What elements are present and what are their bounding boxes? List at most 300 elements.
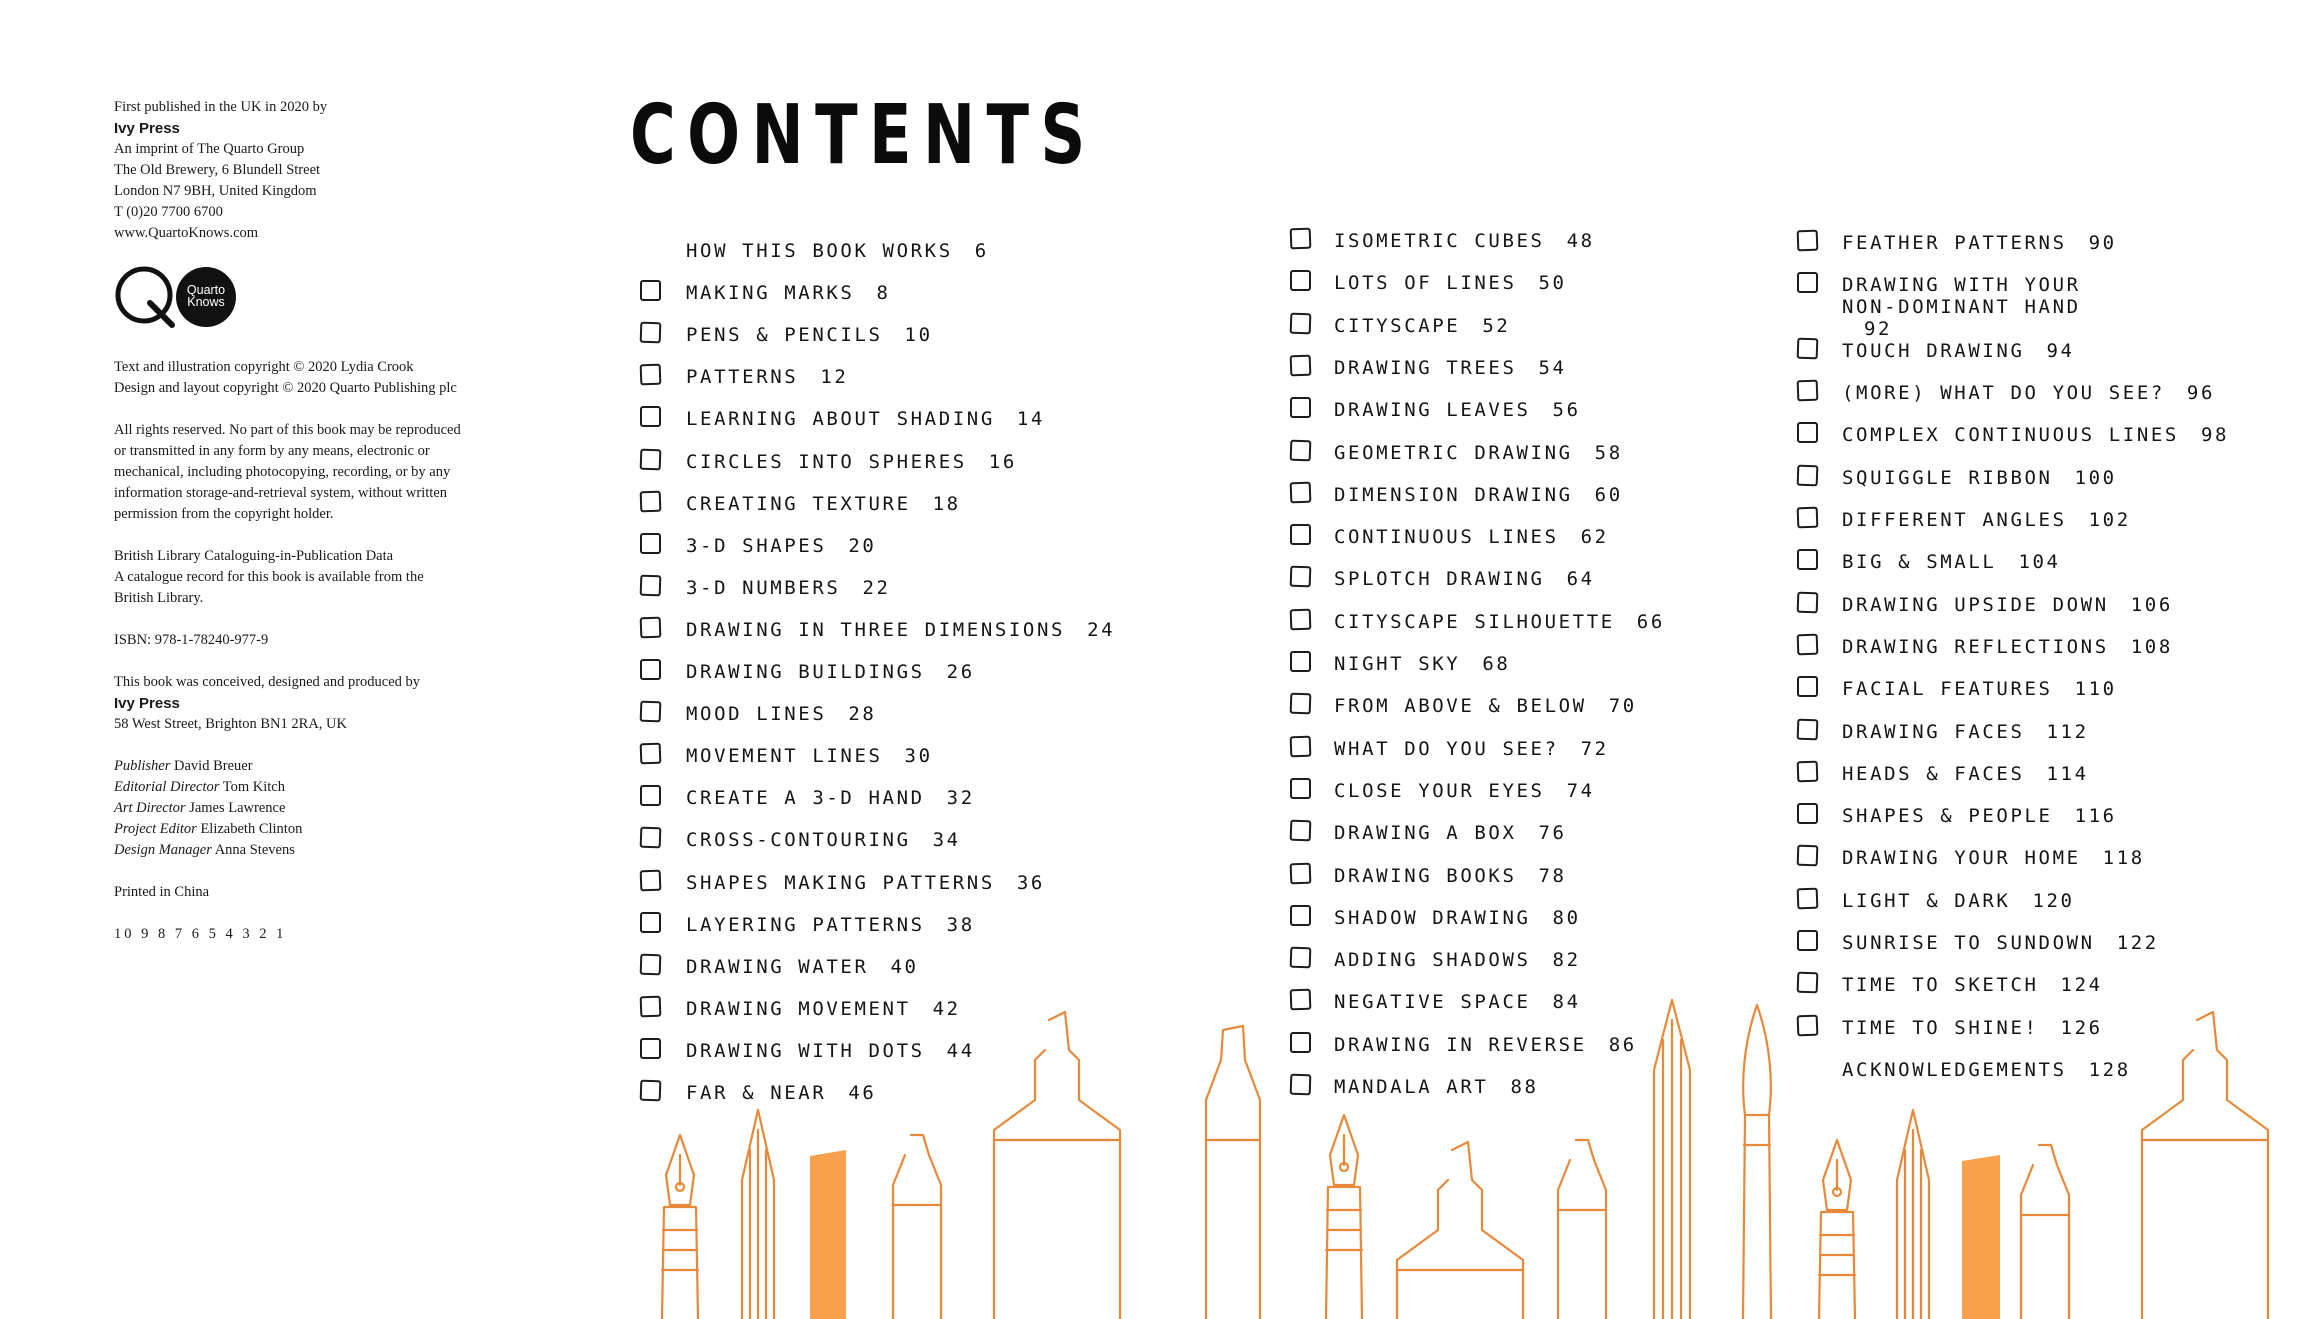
checkbox[interactable] [640,995,662,1017]
contents-entry [1334,611,1665,633]
checkbox[interactable] [1290,524,1311,545]
checkbox[interactable] [1290,1032,1311,1053]
entry-title: CREATING TEXTURE [686,492,911,515]
entry-title: FAR & NEAR [686,1082,827,1104]
credit-role: Design Manager [114,842,212,858]
entry-page-number: 92 [1864,318,1893,341]
contents-entry [1842,594,2173,616]
entry-page-number: 84 [1552,991,1581,1014]
contents-entry [1334,1034,1637,1056]
contents-entry [1842,509,2131,531]
entry-title: DRAWING WITH DOTS [686,1039,925,1062]
checkbox[interactable] [1797,230,1819,252]
entry-title: SHADOW DRAWING [1334,906,1531,929]
entry-title: SUNRISE TO SUNDOWN [1842,932,2095,955]
fountain-pen-nib-icon [1823,1140,1851,1210]
entry-title: LIGHT & DARK [1842,889,2011,912]
entry-title: ISOMETRIC CUBES [1334,230,1545,252]
contents-entry [686,282,891,304]
entry-page-number: 128 [2088,1058,2131,1081]
checkbox[interactable] [1290,312,1312,334]
imprint-line: or transmitted in any form by any means, electronic or [114,443,430,459]
checkbox[interactable] [1797,549,1818,570]
pencil-icon [742,1110,774,1319]
entry-title: CONTINUOUS LINES [1334,526,1559,549]
fineliner-pen-icon [1558,1140,1606,1319]
entry-title: GEOMETRIC DRAWING [1334,441,1573,464]
entry-page-number: 72 [1580,737,1609,760]
entry-title: NEGATIVE SPACE [1334,991,1531,1014]
entry-title: MANDALA ART [1334,1076,1489,1098]
contents-entry [1334,949,1581,971]
entry-title: PATTERNS [686,366,799,389]
contents-entry [1842,636,2173,658]
checkbox[interactable] [640,490,662,512]
contents-entry [1842,932,2159,954]
imprint-line: The Old Brewery, 6 Blundell Street [114,162,321,178]
entry-page-number: 34 [932,829,961,852]
imprint-line: British Library Cataloguing-in-Publication Data [114,548,394,564]
entry-page-number: 40 [890,955,919,978]
entry-page-number: 30 [904,745,933,768]
contents-entry [1842,274,2081,340]
contents-entry [686,408,1045,430]
entry-title: MAKING MARKS [686,282,855,305]
checkbox[interactable] [640,322,662,344]
contents-entry [1842,467,2117,489]
contents-entry [686,829,961,851]
checkbox[interactable] [640,533,661,554]
entry-page-number: 50 [1538,272,1567,295]
entry-page-number: 100 [2074,466,2117,489]
fineliner-pen-icon [893,1135,941,1319]
entry-page-number: 56 [1552,399,1581,422]
imprint-line: This book was conceived, designed and produced by [114,674,421,690]
checkbox[interactable] [1797,1014,1819,1036]
credit-role: Editorial Director [114,779,220,795]
contents-entry [686,240,989,262]
contents-entry [1334,442,1623,464]
entry-page-number: 116 [2074,805,2117,828]
entry-page-number: 54 [1538,356,1567,379]
checkbox[interactable] [1290,439,1312,461]
entry-page-number: 122 [2116,932,2159,955]
checkbox[interactable] [640,1080,662,1102]
credit-name: Anna Stevens [214,842,295,858]
entry-title: LEARNING ABOUT SHADING [686,408,995,431]
entry-page-number: 126 [2060,1016,2103,1039]
contents-entry [686,1040,975,1062]
entry-page-number: 78 [1538,864,1567,887]
checkbox[interactable] [640,1038,661,1059]
entry-title: TIME TO SKETCH [1842,974,2039,997]
checkbox[interactable] [1797,760,1819,782]
entry-page-number: 118 [2102,847,2145,870]
entry-title: LAYERING PATTERNS [686,913,925,936]
checkbox[interactable] [640,785,661,806]
isbn [114,630,534,651]
credits-block [114,756,534,861]
entry-page-number: 46 [848,1082,877,1104]
entry-page-number: 52 [1482,314,1511,337]
entry-title: DRAWING MOVEMENT [686,997,911,1020]
entry-title: TIME TO SHINE! [1842,1016,2039,1039]
contents-entry [1334,272,1567,294]
entry-title: FROM ABOVE & BELOW [1334,695,1587,718]
entry-title: ACKNOWLEDGEMENTS [1842,1058,2067,1081]
entry-page-number: 16 [988,450,1017,473]
rights-block [114,420,534,525]
fountain-pen-body-icon [1819,1212,1855,1319]
contents-entry [1334,357,1567,379]
checkbox[interactable] [1290,566,1312,588]
entry-page-number: 64 [1566,568,1595,591]
entry-title: SQUIGGLE RIBBON [1842,466,2053,489]
contents-entry [1334,484,1623,506]
entry-title: CITYSCAPE [1334,314,1461,337]
entry-page-number: 42 [932,997,961,1020]
logo-text: Quarto [186,283,226,297]
entry-title: COMPLEX CONTINUOUS LINES [1842,424,2179,447]
paintbrush-icon [1743,1005,1771,1319]
checkbox[interactable] [640,406,661,427]
checkbox[interactable] [640,617,662,639]
contents-entry [1842,721,2089,743]
highlighter-icon [994,1012,1120,1319]
entry-page-number: 106 [2130,593,2173,616]
imprint-line: A catalogue record for this book is available from the [114,569,424,585]
credit-name: James Lawrence [189,800,286,816]
checkbox[interactable] [1797,887,1819,909]
checkbox[interactable] [1290,778,1311,799]
cataloguing-block [114,546,534,609]
contents-entry [1334,1076,1539,1098]
entry-page-number: 12 [820,366,849,389]
entry-title: LOTS OF LINES [1334,272,1517,295]
contents-entry [686,1082,876,1104]
entry-page-number: 58 [1594,441,1623,464]
entry-title: DRAWING REFLECTIONS [1842,635,2109,658]
entry-page-number: 24 [1087,618,1116,641]
imprint-line: 58 West Street, Brighton BN1 2RA, UK [114,716,347,732]
checkbox[interactable] [1797,634,1819,656]
checkbox[interactable] [1290,693,1312,715]
q-logo-icon [114,265,178,329]
checkbox[interactable] [1797,380,1819,402]
checkbox[interactable] [1290,397,1311,418]
entry-page-number: 28 [848,703,877,726]
entry-page-number: 88 [1510,1076,1539,1098]
fountain-pen-nib-hole-icon [1833,1188,1841,1196]
entry-page-number: 82 [1552,949,1581,972]
contents-entry [686,872,1045,894]
contents-entry [1842,382,2215,404]
print-line: 10 9 8 7 6 5 4 3 2 1 [114,926,287,942]
checkbox[interactable] [1797,718,1819,740]
credit-role: Project Editor [114,821,197,837]
contents-entry [686,451,1017,473]
entry-title: DRAWING YOUR HOME [1842,847,2081,870]
checkbox[interactable] [640,743,662,765]
entry-title: BIG & SMALL [1842,551,1997,574]
checkbox[interactable] [640,701,662,723]
entry-page-number: 20 [848,534,877,557]
entry-page-number: 94 [2046,339,2075,362]
contents-entry [1334,907,1581,929]
checkbox[interactable] [640,869,662,891]
credit-line [114,798,534,819]
entry-page-number: 108 [2130,635,2173,658]
entry-title: CIRCLES INTO SPHERES [686,450,967,473]
checkbox[interactable] [640,574,662,596]
contents-entry [1842,974,2103,996]
entry-title: NIGHT SKY [1334,653,1461,675]
entry-page-number: 10 [904,324,933,347]
entry-title: DRAWING BOOKS [1334,864,1517,887]
contents-entry [1842,847,2145,869]
entry-title-line2: NON-DOMINANT HAND [1842,296,2081,319]
entry-page-number: 110 [2074,678,2117,701]
entry-page-number: 62 [1580,526,1609,549]
entry-page-number: 80 [1552,906,1581,929]
contents-entry [1842,1017,2103,1039]
contents-entry [1842,805,2117,827]
checkbox[interactable] [640,448,662,470]
checkbox[interactable] [640,953,662,975]
checkbox[interactable] [1290,820,1312,842]
entry-title: DRAWING A BOX [1334,822,1517,845]
checkbox[interactable] [1290,608,1312,630]
publisher-name: Ivy Press [114,120,180,137]
checkbox[interactable] [1797,507,1819,529]
credit-role: Publisher [114,758,171,774]
imprint-line: Printed in China [114,884,210,900]
entry-page-number: 90 [2088,232,2117,254]
checkbox[interactable] [640,912,661,933]
website-link[interactable]: www.QuartoKnows.com [114,225,259,241]
checkbox[interactable] [1797,972,1819,994]
checkbox[interactable] [1797,464,1819,486]
credit-role: Art Director [114,800,186,816]
imprint-line: permission from the copyright holder. [114,506,334,522]
entry-title: SPLOTCH DRAWING [1334,568,1545,591]
contents-entry [1334,526,1609,548]
pencil-icon [1654,1000,1690,1319]
contents-entry [686,366,848,388]
entry-title: DRAWING UPSIDE DOWN [1842,593,2109,616]
checkbox[interactable] [640,827,662,849]
imprint-line: All rights reserved. No part of this book may be reproduced [114,422,461,438]
checkbox[interactable] [1797,845,1819,867]
imprint-line: London N7 9BH, United Kingdom [114,183,317,199]
imprint-line: mechanical, including photocopying, recording, or by any [114,464,451,480]
logo-text: Knows [187,295,225,309]
checkbox[interactable] [1290,905,1311,926]
checkbox[interactable] [1797,803,1818,824]
entry-page-number: 36 [1016,871,1045,894]
imprint-line: Design and layout copyright © 2020 Quarto Publishing plc [114,380,457,396]
checkbox[interactable] [1290,1074,1312,1096]
checkbox[interactable] [1797,337,1819,359]
fountain-pen-body-icon [1326,1187,1362,1319]
pencil-icon [1897,1110,1929,1319]
quarto-knows-logo [114,265,244,331]
checkbox[interactable] [1797,422,1818,443]
contents-entry [1842,340,2075,362]
credit-line [114,777,534,798]
credit-line [114,756,534,777]
entry-title: FACIAL FEATURES [1842,678,2053,701]
entry-page-number: 96 [2186,382,2215,405]
entry-page-number: 66 [1636,610,1665,633]
entry-page-number: 18 [932,492,961,515]
entry-title: DIMENSION DRAWING [1334,483,1573,506]
publisher-details [114,97,534,244]
producer-block [114,672,534,735]
entry-title: (MORE) WHAT DO YOU SEE? [1842,382,2165,405]
checkbox[interactable] [1290,989,1312,1011]
entry-page-number: 104 [2018,551,2061,574]
credit-line [114,840,534,861]
fountain-pen-nib-hole-icon [1340,1163,1348,1171]
entry-title: TOUCH DRAWING [1842,339,2025,362]
entry-title: DRAWING LEAVES [1334,399,1531,422]
checkbox[interactable] [1290,481,1312,503]
printed-in [114,882,534,903]
contents-entry [1842,1059,2131,1081]
checkbox[interactable] [1797,676,1818,697]
marker-icon [1206,1026,1260,1319]
contents-entry [1842,232,2117,254]
contents-entry [1334,991,1581,1013]
contents-entry [686,324,933,346]
entry-title: DIFFERENT ANGLES [1842,509,2067,532]
credit-line [114,819,534,840]
fountain-pen-nib-icon [666,1135,694,1205]
contents-entry [1334,865,1567,887]
entry-page-number: 120 [2032,889,2075,912]
entry-title: DRAWING WITH YOUR [1842,274,2081,297]
quarto-knows-badge [176,267,236,327]
orange-crayon-icon [810,1150,846,1319]
fineliner-pen-icon [2021,1145,2069,1319]
checkbox[interactable] [640,364,662,386]
entry-title: 3-D SHAPES [686,534,827,557]
imprint-line: First published in the UK in 2020 by [114,99,328,115]
checkbox[interactable] [640,659,661,680]
checkbox[interactable] [1290,228,1312,250]
entry-page-number: 86 [1608,1033,1637,1056]
orange-crayon-icon [1962,1155,2000,1319]
checkbox[interactable] [1290,947,1312,969]
checkbox[interactable] [1290,270,1311,291]
entry-page-number: 98 [2200,424,2230,447]
entry-title: HEADS & FACES [1842,762,2025,785]
checkbox[interactable] [1290,862,1312,884]
contents-entry [1334,780,1595,802]
contents-entry [1334,695,1637,717]
checkbox[interactable] [1290,355,1312,377]
entry-title: DRAWING IN THREE DIMENSIONS [686,618,1066,641]
entry-title: DRAWING BUILDINGS [686,661,925,683]
entry-page-number: 60 [1594,483,1623,506]
entry-page-number: 68 [1482,653,1511,675]
credit-name: David Breuer [174,758,253,774]
entry-page-number: 102 [2088,509,2131,532]
contents-entry [686,661,975,683]
entry-title: DRAWING IN REVERSE [1334,1033,1587,1056]
entry-title: CROSS-CONTOURING [686,829,911,852]
contents-entry [1334,653,1510,675]
contents-entry [686,787,975,809]
checkbox[interactable] [1797,272,1818,293]
entry-page-number: 76 [1538,822,1567,845]
contents-entry [1334,315,1510,337]
contents-entry [1334,399,1581,421]
contents-entry [686,703,876,725]
credit-name: Tom Kitch [222,779,285,795]
checkbox[interactable] [640,280,661,301]
entry-title: CLOSE YOUR EYES [1334,779,1545,802]
checkbox[interactable] [1797,930,1818,951]
contents-entry [1334,568,1595,590]
contents-entry [1334,822,1567,844]
entry-page-number: 44 [946,1039,975,1062]
entry-title: 3-D NUMBERS [686,576,841,599]
entry-page-number: 6 [974,240,989,262]
entry-page-number: 70 [1608,695,1637,718]
contents-entry [1334,738,1609,760]
fountain-pen-nib-hole-icon [676,1183,684,1191]
entry-page-number: 26 [946,661,975,683]
entry-title: DRAWING WATER [686,955,869,978]
contents-entry [1842,551,2061,573]
contents-entry [686,577,891,599]
entry-title: MOVEMENT LINES [686,745,883,768]
imprint-line: T (0)20 7700 6700 [114,204,223,220]
entry-page-number: 32 [946,787,975,810]
entry-page-number: 112 [2046,720,2089,743]
imprint-line: An imprint of The Quarto Group [114,141,305,157]
fountain-pen-body-icon [662,1207,698,1319]
producer-name: Ivy Press [114,695,180,712]
checkbox[interactable] [1290,651,1311,672]
entry-title: CITYSCAPE SILHOUETTE [1334,610,1615,633]
entry-page-number: 48 [1566,230,1595,252]
imprint-page [114,97,534,945]
entry-page-number: 8 [876,282,891,305]
contents-entry [686,493,961,515]
entry-title: SHAPES & PEOPLE [1842,805,2053,828]
contents-entry [1842,763,2089,785]
entry-title: SHAPES MAKING PATTERNS [686,871,995,894]
entry-page-number: 14 [1016,408,1045,431]
contents-entry [686,619,1115,641]
entry-title: FEATHER PATTERNS [1842,232,2067,254]
copyright-block [114,357,534,399]
contents-entry [686,998,961,1020]
checkbox[interactable] [1290,735,1312,757]
isbn-line: ISBN: 978-1-78240-977-9 [114,632,269,648]
entry-title: PENS & PENCILS [686,324,883,347]
contents-entry [686,745,933,767]
fountain-pen-nib-icon [1330,1115,1358,1185]
contents-entry [1334,230,1595,252]
checkbox[interactable] [1797,591,1819,613]
imprint-line: Text and illustration copyright © 2020 Lydia Crook [114,359,414,375]
contents-entry [1842,678,2117,700]
entry-title: DRAWING TREES [1334,356,1517,379]
